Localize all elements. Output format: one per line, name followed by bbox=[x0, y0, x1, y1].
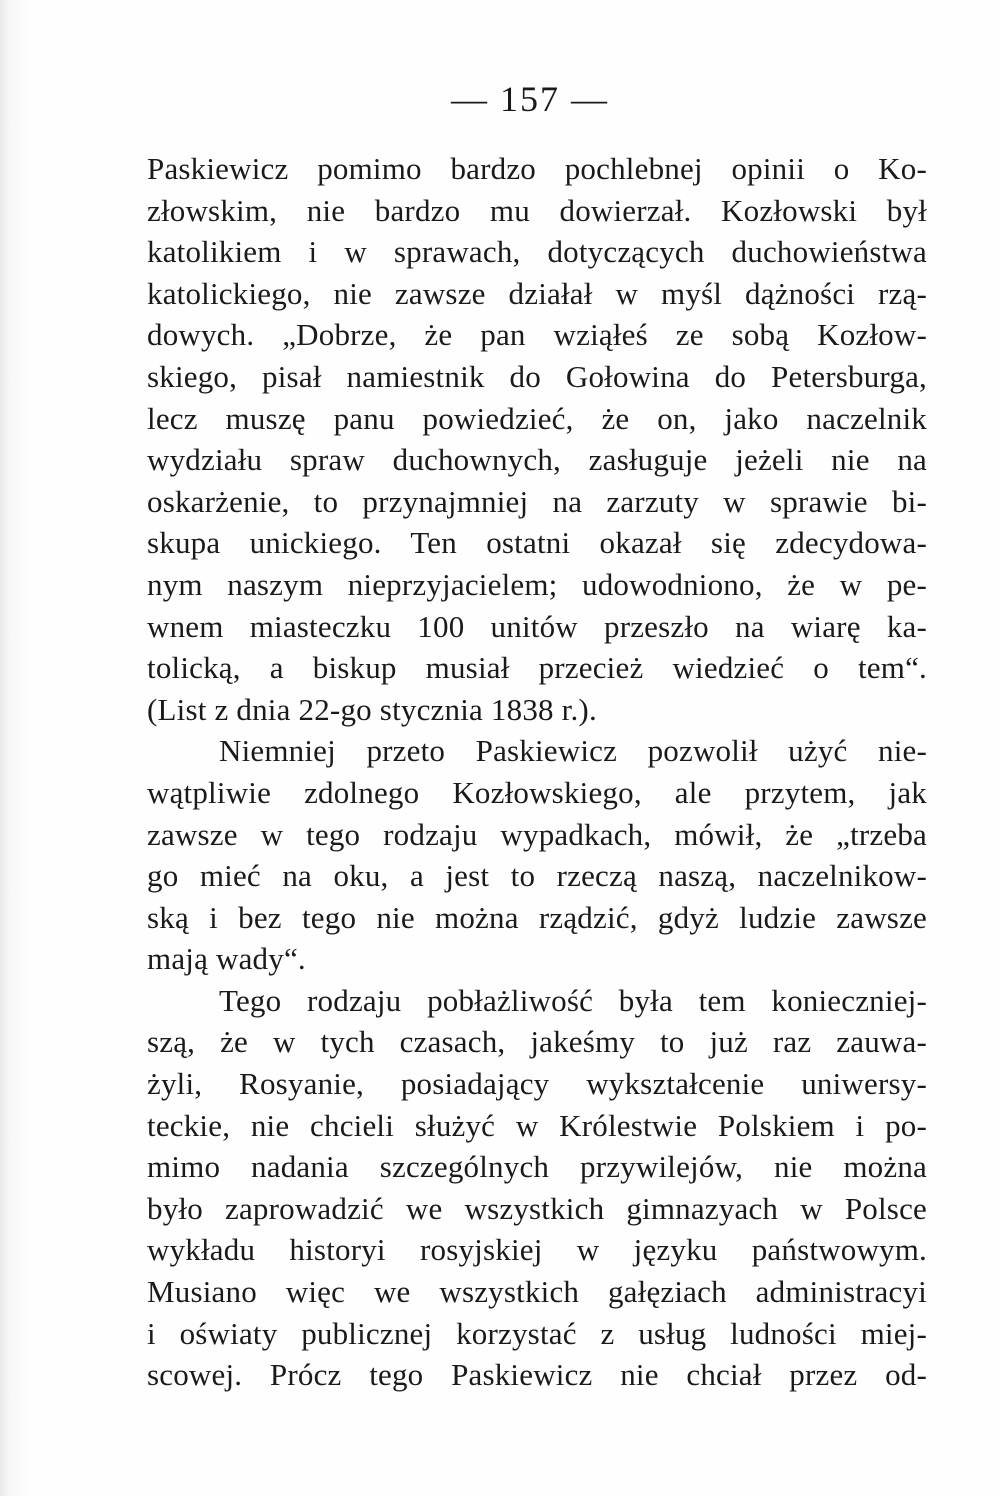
text-line: szą, że w tych czasach, jakeśmy to już raz zauwa- bbox=[147, 1024, 927, 1060]
paragraph-first-line: Niemniej przeto Paskiewicz pozwolił użyć nie- bbox=[219, 733, 927, 769]
text-line: ską i bez tego nie można rządzić, gdyż ludzie zawsze bbox=[147, 899, 927, 935]
text-line: katolikiem i w sprawach, dotyczących duchowieństwa bbox=[147, 234, 927, 270]
paragraph-first-line: Tego rodzaju pobłażliwość była tem konieczniej- bbox=[219, 982, 927, 1018]
text-line: skiego, pisał namiestnik do Gołowina do Petersburga, bbox=[147, 358, 927, 394]
text-line: nym naszym nieprzyjacielem; udowodniono, że w pe- bbox=[147, 566, 927, 602]
text-line: teckie, nie chcieli służyć w Królestwie Polskiem i po- bbox=[147, 1107, 927, 1143]
text-line: oskarżenie, to przynajmniej na zarzuty w sprawie bi- bbox=[147, 483, 927, 519]
text-line: wydziału spraw duchownych, zasługuje jeżeli nie na bbox=[147, 442, 927, 478]
text-line: skupa unickiego. Ten ostatni okazał się zdecydowa- bbox=[147, 525, 927, 561]
text-line: dowych. „Dobrze, że pan wziąłeś ze sobą Kozłow- bbox=[147, 317, 927, 353]
text-line: wnem miasteczku 100 unitów przeszło na wiarę ka- bbox=[147, 608, 927, 644]
text-line: mimo nadania szczególnych przywilejów, nie można bbox=[147, 1149, 927, 1185]
text-line: było zaprowadzić we wszystkich gimnazyach w Polsce bbox=[147, 1190, 927, 1226]
text-line: (List z dnia 22-go stycznia 1838 r.). bbox=[147, 691, 597, 727]
page-binding-edge bbox=[0, 0, 30, 1496]
text-line: scowej. Prócz tego Paskiewicz nie chciał przez od- bbox=[147, 1357, 927, 1393]
text-line: Musiano więc we wszystkich gałęziach administracyi bbox=[147, 1274, 927, 1310]
text-line: katolickiego, nie zawsze działał w myśl dążności rzą- bbox=[147, 275, 927, 311]
text-line: tolicką, a biskup musiał przecież wiedzieć o tem“. bbox=[147, 650, 927, 686]
body-text bbox=[147, 148, 927, 1396]
text-line: Paskiewicz pomimo bardzo pochlebnej opinii o Ko- bbox=[147, 151, 927, 186]
text-line: wykładu historyi rosyjskiej w języku państwowym. bbox=[147, 1232, 927, 1268]
text-line: złowskim, nie bardzo mu dowierzał. Kozłowski był bbox=[147, 192, 927, 228]
text-line: lecz muszę panu powiedzieć, że on, jako naczelnik bbox=[147, 400, 927, 436]
text-line: wątpliwie zdolnego Kozłowskiego, ale przytem, jak bbox=[147, 774, 927, 810]
text-line: mają wady“. bbox=[147, 941, 306, 977]
text-line: go mieć na oku, a jest to rzeczą naszą, naczelnikow- bbox=[147, 858, 927, 894]
text-line: żyli, Rosyanie, posiadający wykształcenie uniwersy- bbox=[147, 1066, 927, 1102]
page-number: — 157 — bbox=[451, 79, 609, 119]
text-line: zawsze w tego rodzaju wypadkach, mówił, że „trzeba bbox=[147, 816, 927, 852]
text-line: i oświaty publicznej korzystać z usług ludności miej- bbox=[147, 1315, 927, 1351]
